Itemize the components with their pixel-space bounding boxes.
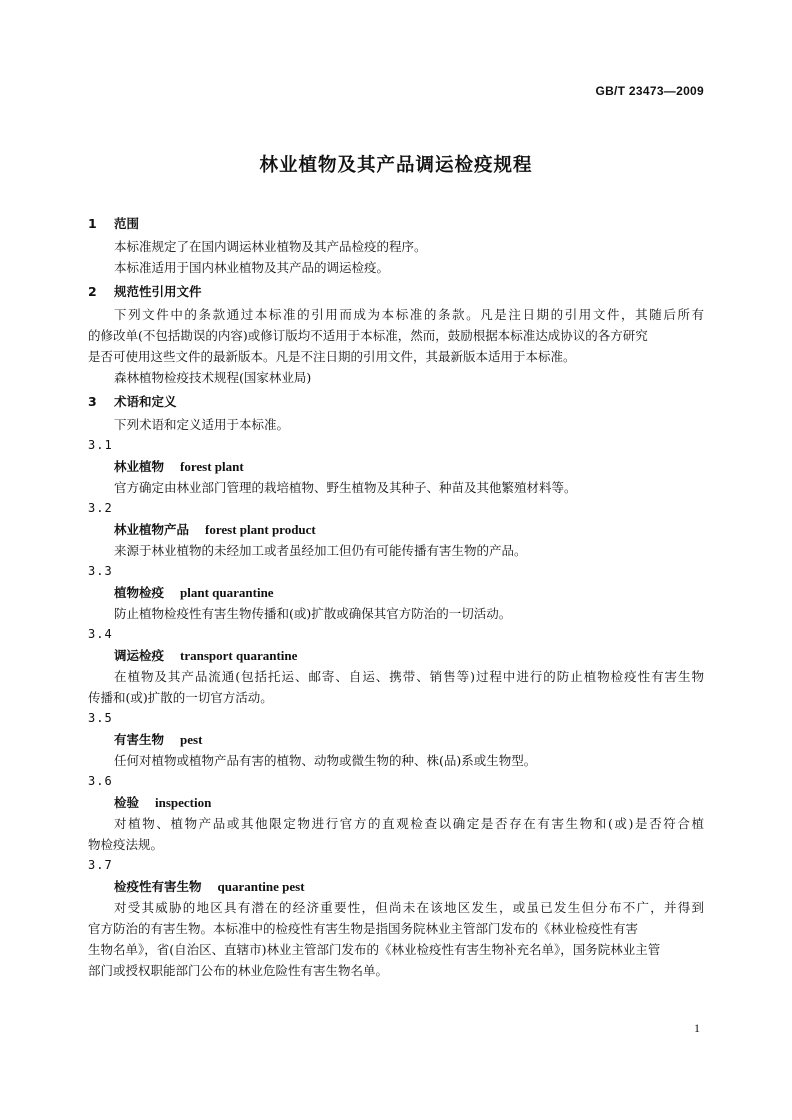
- page-number: 1: [694, 1021, 700, 1035]
- term-definition: 部门或授权职能部门公布的林业危险性有害生物名单。: [88, 963, 389, 978]
- paragraph-line: 下列文件中的条款通过本标准的引用而成为本标准的条款。凡是注日期的引用文件，其随后所有: [114, 307, 704, 322]
- reference-item: 森林植物检疫技术规程(国家林业局): [114, 370, 312, 385]
- section-title: 术语和定义: [114, 394, 177, 409]
- term-number: 3.7: [88, 858, 113, 872]
- paragraph: 本标准适用于国内林业植物及其产品的调运检疫。: [114, 260, 390, 275]
- document-body: [88, 210, 704, 981]
- term-heading: [88, 729, 704, 750]
- term-number: 3.1: [88, 438, 113, 452]
- term-definition: 对受其威胁的地区具有潜在的经济重要性，但尚未在该地区发生，或虽已发生但分布不广，并得到: [114, 900, 704, 915]
- section-number: 3: [88, 394, 97, 409]
- term-definition: 来源于林业植物的未经加工或者虽经加工但仍有可能传播有害生物的产品。: [114, 543, 527, 558]
- term-heading: [88, 792, 704, 813]
- term-number: 3.6: [88, 774, 113, 788]
- section-heading-normative-references: [88, 281, 704, 302]
- term-chinese: 有害生物: [114, 732, 165, 747]
- term-heading: [88, 645, 704, 666]
- paragraph-line: 的修改单(不包括勘误的内容)或修订版均不适用于本标准，然而，鼓励根据本标准达成协议的各方研究: [88, 328, 648, 343]
- term-definition: 生物名单》，省(自治区、直辖市)林业主管部门发布的《林业检疫性有害生物补充名单》，国务院林业主管: [88, 942, 661, 957]
- term-definition: 官方确定由林业部门管理的栽培植物、野生植物及其种子、种苗及其他繁殖材料等。: [114, 480, 577, 495]
- paragraph-line: 是否可使用这些文件的最新版本。凡是不注日期的引用文件，其最新版本适用于本标准。: [88, 349, 576, 364]
- term-english: inspection: [155, 795, 212, 810]
- section-title: 规范性引用文件: [114, 284, 202, 299]
- term-definition: 在植物及其产品流通(包括托运、邮寄、自运、携带、销售等)过程中进行的防止植物检疫性有害生物: [114, 669, 704, 684]
- term-english: pest: [180, 732, 203, 747]
- term-number: 3.5: [88, 711, 113, 725]
- term-chinese: 检疫性有害生物: [114, 879, 202, 894]
- section-heading-terms: [88, 391, 704, 412]
- term-definition: 传播和(或)扩散的一切官方活动。: [88, 690, 273, 705]
- term-english: forest plant product: [205, 522, 316, 537]
- section-number: 2: [88, 284, 97, 299]
- term-english: forest plant: [180, 459, 244, 474]
- paragraph: 下列术语和定义适用于本标准。: [114, 417, 290, 432]
- term-number: 3.4: [88, 627, 113, 641]
- paragraph: 本标准规定了在国内调运林业植物及其产品检疫的程序。: [114, 239, 427, 254]
- term-definition: 任何对植物或植物产品有害的植物、动物或微生物的种、株(品)系或生物型。: [114, 753, 537, 768]
- term-english: plant quarantine: [180, 585, 274, 600]
- term-chinese: 检验: [114, 795, 140, 810]
- term-heading: [88, 876, 704, 897]
- term-chinese: 调运检疫: [114, 648, 165, 663]
- term-chinese: 林业植物产品: [114, 522, 190, 537]
- section-number: 1: [88, 216, 97, 231]
- section-title: 范围: [114, 216, 140, 231]
- term-heading: [88, 519, 704, 540]
- term-definition: 物检疫法规。: [88, 837, 164, 852]
- term-english: quarantine pest: [217, 879, 305, 894]
- term-definition: 官方防治的有害生物。本标准中的检疫性有害生物是指国务院林业主管部门发布的《林业检疫性有害: [88, 921, 639, 936]
- term-chinese: 林业植物: [114, 459, 165, 474]
- term-definition: 对植物、植物产品或其他限定物进行官方的直观检查以确定是否存在有害生物和(或)是否符合植: [114, 816, 704, 831]
- term-definition: 防止植物检疫性有害生物传播和(或)扩散或确保其官方防治的一切活动。: [114, 606, 512, 621]
- term-number: 3.3: [88, 564, 113, 578]
- term-heading: [88, 456, 704, 477]
- page-title: 林业植物及其产品调运检疫规程: [259, 155, 533, 176]
- term-number: 3.2: [88, 501, 113, 515]
- term-heading: [88, 582, 704, 603]
- term-chinese: 植物检疫: [114, 585, 165, 600]
- section-heading-scope: [88, 213, 704, 234]
- term-english: transport quarantine: [180, 648, 298, 663]
- standard-code: GB/T 23473—2009: [595, 84, 704, 98]
